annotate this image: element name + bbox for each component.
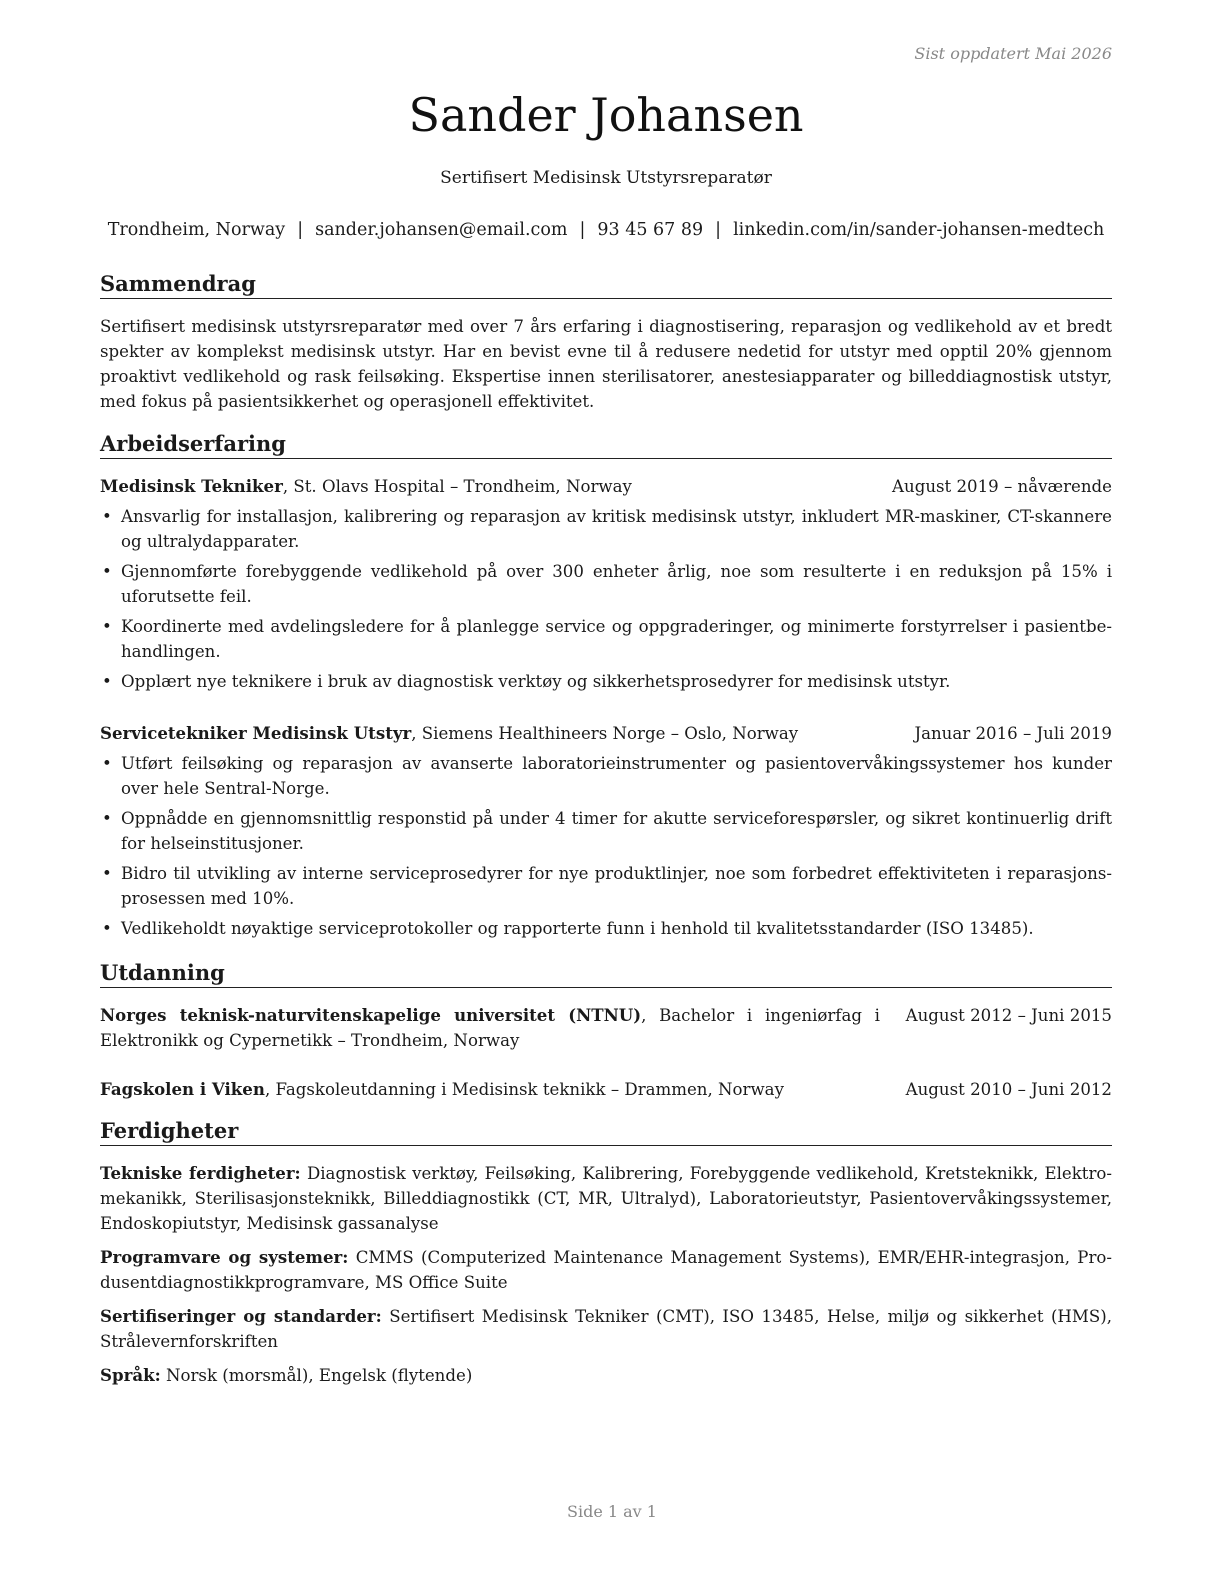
- education-entry: [100, 1003, 1112, 1053]
- skill-label: Programvare og systemer:: [100, 1247, 349, 1267]
- job-org: , St. Olavs Hospital – Trondheim, Norway: [282, 477, 632, 496]
- bullet-text: Koordinerte med avdelingsledere for å planlegge service og oppgraderinger, og minimerte forstyrrelser i pasientbehandlingen.: [121, 617, 1112, 661]
- list-item: [100, 614, 1112, 664]
- section-title-skills: Ferdigheter: [100, 1118, 1112, 1146]
- bullet-icon: •: [102, 617, 112, 636]
- bullet-icon: •: [102, 864, 112, 883]
- skill-value: Norsk (morsmål), Engelsk (flytende): [160, 1366, 473, 1385]
- skill-group: [100, 1245, 1112, 1295]
- page-number: Side 1 av 1: [567, 1502, 657, 1521]
- list-item: [100, 806, 1112, 856]
- job-dates: Januar 2016 – Juli 2019: [914, 724, 1112, 743]
- education-school: Fagskolen i Viken: [100, 1079, 265, 1099]
- bullet-icon: •: [102, 754, 112, 773]
- skill-label: Tekniske ferdigheter:: [100, 1163, 301, 1183]
- bullet-text: Utført feilsøking og reparasjon av avanserte laboratorieinstrumenter og pasientovervåkingssystemer hos kunder over hele Sentral-Norge.: [121, 754, 1112, 798]
- section-title-education: Utdanning: [100, 960, 1112, 988]
- contact-line: [90, 220, 1122, 240]
- contact-phone: 93 45 67 89: [597, 220, 704, 240]
- education-detail: , Fagskoleutdanning i Medisinsk teknikk – Drammen, Norway: [264, 1080, 784, 1099]
- contact-location: Trondheim, Norway: [107, 220, 286, 240]
- skill-value: Sertifisert Medisinsk Tekniker (CMT), ISO 13485, Helse, miljø og sikkerhet (HMS), Strålevernforskriften: [100, 1307, 1112, 1351]
- job-bullets: [100, 751, 1112, 946]
- bullet-text: Bidro til utvikling av interne serviceprosedyrer for nye produktlinjer, noe som forbedret effektiviteten i reparasjonsprosessen med 10%.: [121, 864, 1112, 908]
- section-title-experience: Arbeidserfaring: [100, 431, 1112, 459]
- skill-label: Språk:: [100, 1365, 161, 1385]
- bullet-icon: •: [102, 919, 112, 938]
- contact-linkedin[interactable]: linkedin.com/in/sander-johansen-medtech: [733, 220, 1105, 240]
- candidate-name: Sander Johansen: [408, 88, 804, 142]
- job-role: Medisinsk Tekniker: [100, 476, 283, 496]
- bullet-icon: •: [102, 672, 112, 691]
- education-detail: , Bachelor i ingeniørfag i Elektronikk og Cypernetikk – Trondheim, Norway: [100, 1006, 880, 1050]
- skill-group: [100, 1304, 1112, 1354]
- list-item: [100, 669, 1112, 694]
- contact-separator: |: [715, 220, 722, 240]
- job-header: [100, 721, 1112, 746]
- skill-label: Sertifiseringer og standarder:: [100, 1306, 382, 1326]
- list-item: [100, 504, 1112, 554]
- skill-group: [100, 1363, 1112, 1388]
- job-title-line: [100, 474, 632, 499]
- bullet-icon: •: [102, 507, 112, 526]
- skill-value: Diagnostisk verktøy, Feilsøking, Kalibrering, Forebyggende vedlikehold, Kretsteknikk, Elektromekanikk, Sterilisasjonsteknikk, Billeddiagnostikk (CT, MR, Ultralyd), Laboratorieutstyr, Pasientovervåkingssystemer, Endoskopiutstyr, Medisinsk gassanalyse: [100, 1164, 1112, 1233]
- contact-separator: |: [297, 220, 304, 240]
- job-role: Servicetekniker Medisinsk Utstyr: [100, 723, 412, 743]
- education-line: [100, 1003, 880, 1053]
- list-item: [100, 916, 1112, 941]
- job-dates: August 2019 – nåværende: [892, 477, 1112, 496]
- list-item: [100, 559, 1112, 609]
- education-school: Norges teknisk-naturvitenskapelige universitet (NTNU): [100, 1005, 642, 1025]
- job-bullets: [100, 504, 1112, 699]
- job-title-line: [100, 721, 798, 746]
- list-item: [100, 751, 1112, 801]
- education-dates: August 2010 – Juni 2012: [905, 1080, 1112, 1099]
- education-line: [100, 1077, 880, 1102]
- job-org: , Siemens Healthineers Norge – Oslo, Norway: [411, 724, 799, 743]
- list-item: [100, 861, 1112, 911]
- bullet-icon: •: [102, 809, 112, 828]
- candidate-headline: Sertifisert Medisinsk Utstyrsreparatør: [440, 168, 772, 188]
- contact-email[interactable]: sander.johansen@email.com: [315, 220, 568, 240]
- last-updated: Sist oppdatert Mai 2026: [914, 44, 1112, 63]
- education-entry: [100, 1077, 1112, 1102]
- education-dates: August 2012 – Juni 2015: [905, 1006, 1112, 1025]
- section-title-summary: Sammendrag: [100, 271, 1112, 299]
- skill-group: [100, 1161, 1112, 1236]
- bullet-icon: •: [102, 562, 112, 581]
- contact-separator: |: [579, 220, 586, 240]
- summary-text: Sertifisert medisinsk utstyrsreparatør med over 7 års erfaring i diagnostisering, reparasjon og vedlikehold av et bredt spekter av komplekst medisinsk utstyr. Har en bevist evne til å redusere nedetid for utstyr med opptil 20% gjennom proaktivt vedlikehold og rask feilsøking. Ekspertise innen sterilisatorer, anestesiapparater og billeddiagnostisk utstyr, med fokus på pasientsikkerhet og operasjonell effektivitet.: [100, 317, 1112, 411]
- bullet-text: Opplært nye teknikere i bruk av diagnostisk verktøy og sikkerhetsprosedyrer for medisinsk utstyr.: [121, 672, 951, 691]
- bullet-text: Ansvarlig for installasjon, kalibrering og reparasjon av kritisk medisinsk utstyr, inkludert MR-maskiner, CT-skannere og ultralydapparater.: [121, 507, 1112, 551]
- bullet-text: Gjennomførte forebyggende vedlikehold på over 300 enheter årlig, noe som resulterte i en reduksjon på 15% i uforutsette feil.: [121, 562, 1112, 606]
- skill-value: CMMS (Computerized Maintenance Management Systems), EMR/EHR-integrasjon, Produsentdiagnostikkprogramvare, MS Office Suite: [100, 1248, 1112, 1292]
- bullet-text: Oppnådde en gjennomsnittlig responstid på under 4 timer for akutte serviceforespørsler, og sikret kontinuerlig drift for helseinstitusjoner.: [121, 809, 1112, 853]
- job-header: [100, 474, 1112, 499]
- bullet-text: Vedlikeholdt nøyaktige serviceprotokoller og rapporterte funn i henhold til kvalitetsstandarder (ISO 13485).: [121, 919, 1034, 938]
